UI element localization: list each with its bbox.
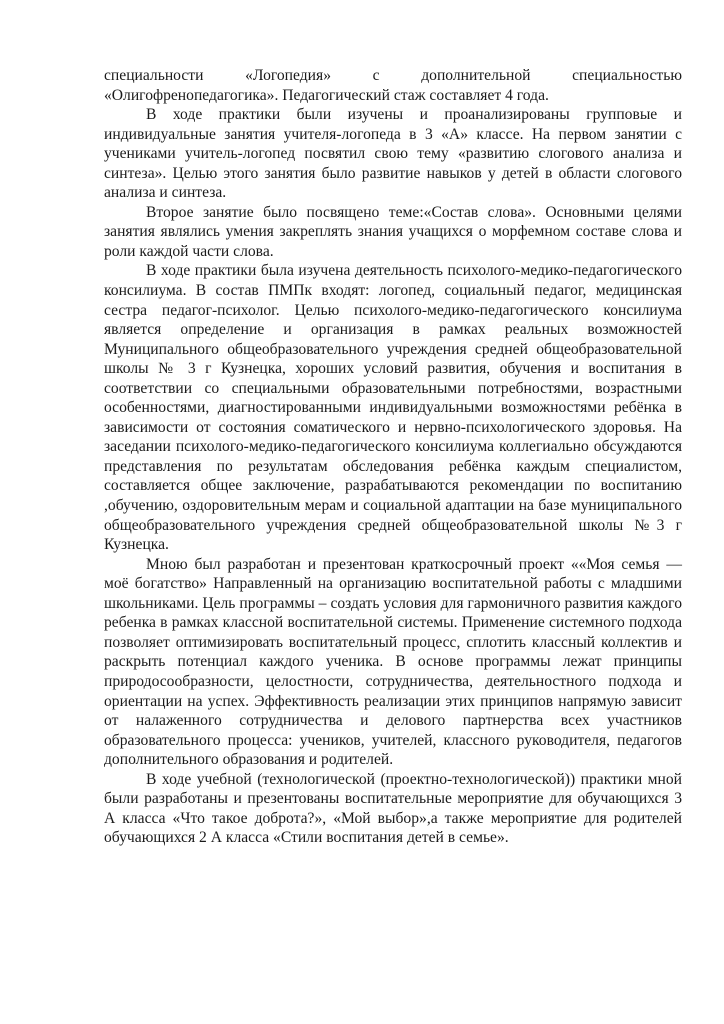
paragraph-2: В ходе практики были изучены и проанализированы групповые и индивидуальные занятия учителя-логопеда в 3 «А» классе. На первом занятии с учениками учитель-логопед посвятил свою тему «развитию слогового анализа и синтеза». Целью этого занятия было развитие навыков у детей в области слогового анализа и синтеза.: [104, 106, 682, 202]
paragraph-4: В ходе практики была изучена деятельность психолого-медико-педагогического консилиума. В состав ПМПк входят: логопед, социальный педагог, медицинская сестра педагог-психолог. Целью психолого-медико-педагогического консилиума является определение и организация в рамках реальных возможностей Муниципального общеобразовательного учреждения средней общеобразовательной школы № 3 г Кузнецка, хороших условий развития, обучения и воспитания в соответствии со специальными образовательными потребностями, возрастными особенностями, диагностированными индивидуальными возможностями ребёнка в зависимости от состояния соматического и нервно-психологического здоровья. На заседании психолого-медико-педагогического консилиума коллегиально обсуждаются представления по результатам обследования ребёнка каждым специалистом, составляется общее заключение, разрабатываются рекомендации по воспитанию ,обучению, оздоровительным мерам и социальной адаптации на базе муниципального общеобразовательного учреждения средней общеобразовательной школы №3 г Кузнецка.: [104, 262, 682, 554]
paragraph-5: Мною был разработан и презентован краткосрочный проект ««Моя семья — моё богатство» Направленный на организацию воспитательной работы с младшими школьниками. Цель программы – создать условия для гармоничного развития каждого ребенка в рамках классной воспитательной системы. Применение системного подхода позволяет оптимизировать воспитательный процесс, сплотить классный коллектив и раскрыть потенциал каждого ученика. В основе программы лежат принципы природосообразности, целостности, сотрудничества, деятельностного подхода и ориентации на успех. Эффективность реализации этих принципов напрямую зависит от налаженного сотрудничества и делового партнерства всех участников образовательного процесса: учеников, учителей, классного руководителя, педагогов дополнительного образования и родителей.: [104, 555, 682, 769]
paragraph-3: Второе занятие было посвящено теме:«Состав слова». Основными целями занятия являлись умения закреплять знания учащихся о морфемном составе слова и роли каждой части слова.: [104, 203, 682, 260]
document-body: [104, 66, 682, 848]
paragraph-6: В ходе учебной (технологической (проектно-технологической)) практики мной были разработаны и презентованы воспитательные мероприятие для обучающихся 3 А класса «Что такое доброта?», «Мой выбор»,а также мероприятие для родителей обучающихся 2 А класса «Стили воспитания детей в семье».: [104, 770, 682, 847]
paragraph-1: специальности «Логопедия» с дополнительной специальностью «Олигофренопедагогика». Педагогический стаж составляет 4 года.: [104, 67, 682, 104]
